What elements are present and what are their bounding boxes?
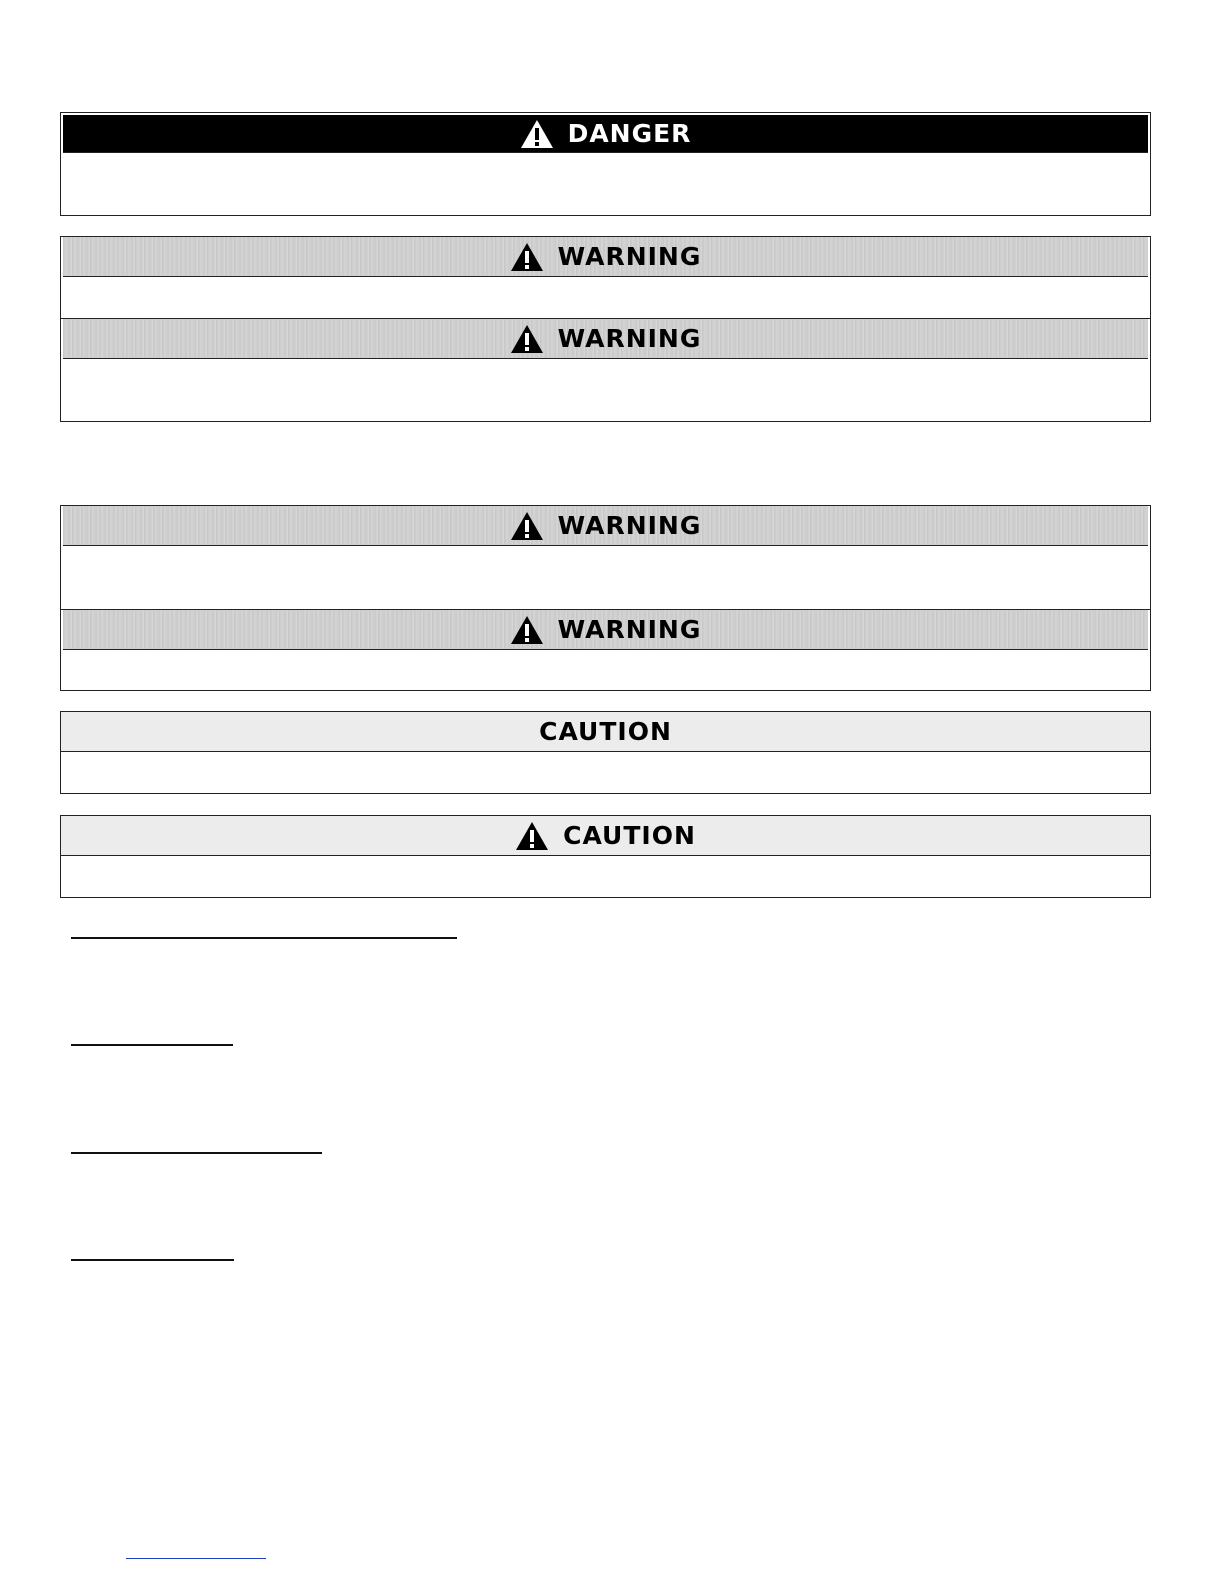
warning-notice-group-1 (60, 236, 1151, 422)
danger-header (63, 115, 1148, 153)
section-heading-rule-4 (71, 1259, 234, 1261)
section-heading-rule-1 (71, 937, 457, 939)
caution-header-2 (61, 816, 1150, 856)
caution-notice-1 (60, 711, 1151, 794)
warning-triangle-icon (515, 821, 549, 851)
caution-label-1: CAUTION (539, 717, 672, 746)
caution-label-2: CAUTION (563, 821, 696, 850)
danger-notice (60, 112, 1151, 216)
warning-label-3: WARNING (557, 511, 702, 540)
warning-notice-group-2 (60, 505, 1151, 691)
hyperlink-underline[interactable] (126, 1558, 266, 1559)
warning-label-1: WARNING (557, 242, 702, 271)
warning-header-3 (63, 506, 1148, 546)
warning-label-2: WARNING (557, 324, 702, 353)
warning-triangle-icon (520, 119, 554, 149)
warning-header-2 (63, 319, 1148, 359)
section-heading-rule-3 (71, 1152, 322, 1154)
warning-body-1 (61, 277, 1150, 319)
caution-header-1 (61, 712, 1150, 752)
warning-triangle-icon (510, 511, 544, 541)
section-heading-rule-2 (71, 1044, 233, 1046)
warning-triangle-icon (510, 324, 544, 354)
caution-notice-2 (60, 815, 1151, 898)
warning-triangle-icon (510, 615, 544, 645)
warning-body-3 (61, 546, 1150, 610)
warning-header-1 (63, 237, 1148, 277)
danger-label: DANGER (567, 119, 692, 148)
warning-triangle-icon (510, 242, 544, 272)
warning-label-4: WARNING (557, 615, 702, 644)
warning-header-4 (63, 610, 1148, 650)
